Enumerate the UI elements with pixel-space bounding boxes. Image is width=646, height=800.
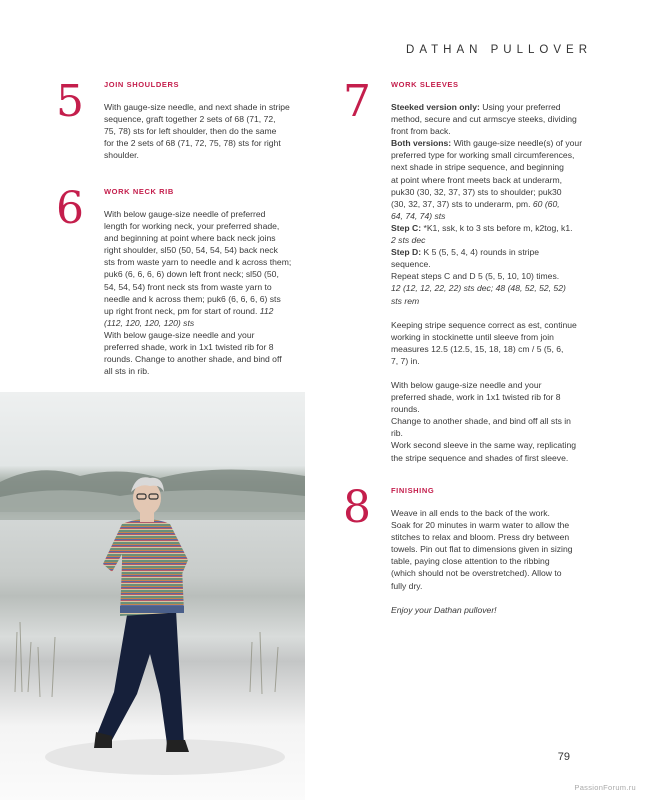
step-heading: WORK SLEEVES xyxy=(391,80,459,89)
model-illustration xyxy=(0,392,305,800)
step-heading: JOIN SHOULDERS xyxy=(104,80,180,89)
step-number: 7 xyxy=(343,76,371,127)
running-head: DATHAN PULLOVER xyxy=(406,44,592,56)
step-heading: WORK NECK RIB xyxy=(104,187,174,196)
step-7 xyxy=(343,76,603,470)
step-text: With below gauge-size needle of preferred length for working neck, your preferred shade, and beginning at point where back neck joins right shoulder, sl50 (50, 54, 54, 54) back neck sts from waste yarn to needle and k across them; puk6 (6, 6, 6, 6) down left front neck; sl50 (50, 54, 54, 54) front neck sts from waste yarn to needle and k across them; puk6 (6, 6, 6, 6) sts up right front neck, pm for start of round. 112 (112, 120, 120, 120) sts With below gauge-size needle and your preferred shade, work in 1x1 twisted rib for 8 rounds. Change to another shade, and bind off all sts in rib. xyxy=(104,209,292,377)
step-number: 6 xyxy=(56,183,84,234)
step-text: Weave in all ends to the back of the work. Soak for 20 minutes in warm water to allow the stitches to relax and bloom. Press dry between towels. Pin out flat to dimensions given in sizing table, paying close attention to the ribbing (which should not be overstretched). Allow to fully dry. Enjoy your Dathan pullover! xyxy=(391,508,573,615)
step-number: 8 xyxy=(343,482,371,533)
page-number: 79 xyxy=(557,751,570,763)
step-6 xyxy=(56,183,316,387)
step-number: 5 xyxy=(56,76,84,127)
step-5 xyxy=(56,76,316,170)
step-heading: FINISHING xyxy=(391,486,435,495)
step-8 xyxy=(343,482,603,636)
step-text: With gauge-size needle, and next shade in stripe sequence, graft together 2 sets of 68 (71, 72, 75, 78) sts for left shoulder, then do the same for the 2 sets of 68 (71, 72, 75, 78) sts for right shoulder. xyxy=(104,102,290,161)
watermark: PassionForum.ru xyxy=(574,783,636,792)
model-photo xyxy=(0,392,305,800)
step-text: Steeked version only: Using your preferred method, secure and cut armscye steeks, dividing front from back. Both versions: With gauge-size needle(s) of your preferred type for working small circumferences, next shade in stripe sequence, and beginning at point where front meets back at underarm, puk30 (30, 32, 37, 37) sts to shoulder; puk30 (30, 32, 37, 37) sts to underarm, pm. 60 (60, 64, 74, 74) sts Step C: *K1, ssk, k to 3 sts before m, k2tog, k1. 2 sts dec Step D: K 5 (5, 5, 4, 4) rounds in stripe sequence. Repeat steps C and D 5 (5, 5, 10, 10) times. 12 (12, 12, 22, 22) sts dec; 48 (48, 52, 52, 52) sts rem Keeping stripe sequence correct as est, continue working in stockinette until sleeve from join measures 12.5 (12.5, 15, 18, 18) cm / 5 (5, 6, 7, 7) in. With below gauge-size needle and your preferred shade, work in 1x1 twisted rib for 8 rounds. Change to another shade, and bind off all sts in rib. Work second sleeve in the same way, replicating the stripe sequence and shades of first sleeve. xyxy=(391,102,583,463)
